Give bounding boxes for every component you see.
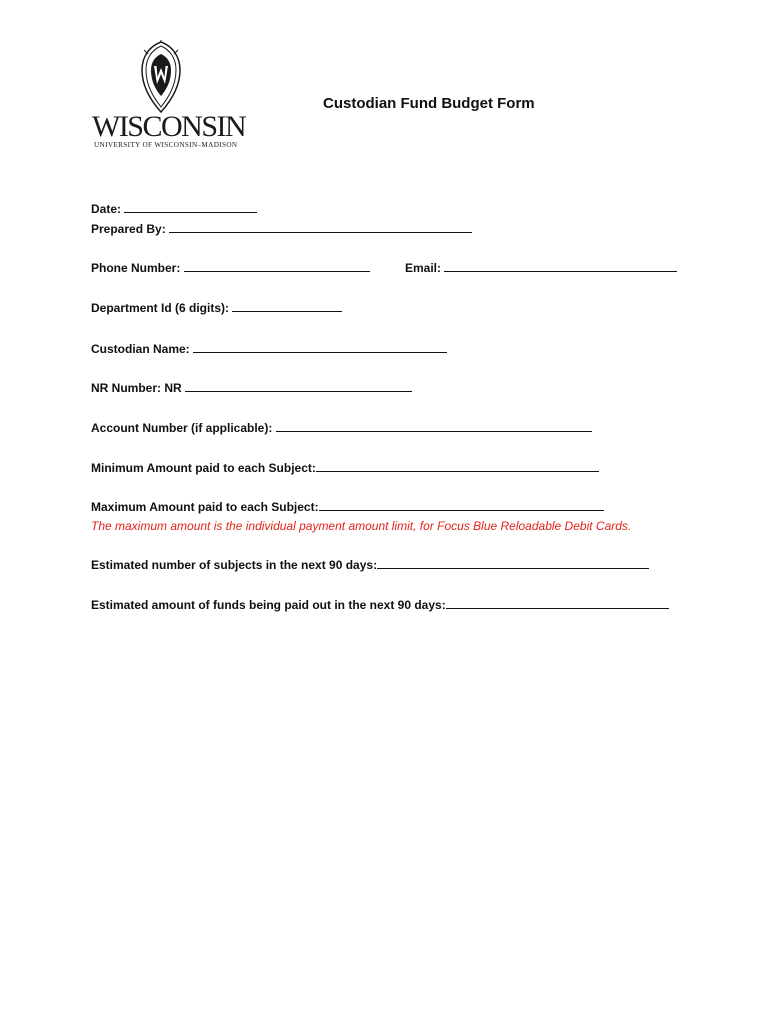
department-id-input[interactable] bbox=[232, 300, 342, 312]
account-number-field bbox=[91, 420, 592, 436]
prepared-by-label: Prepared By: bbox=[91, 222, 166, 236]
email-input[interactable] bbox=[444, 260, 677, 272]
account-number-input[interactable] bbox=[276, 420, 592, 432]
uw-crest-icon bbox=[138, 40, 184, 114]
date-input[interactable] bbox=[124, 201, 257, 213]
account-number-label: Account Number (if applicable): bbox=[91, 421, 273, 435]
est-subjects-field bbox=[91, 557, 649, 573]
department-id-label: Department Id (6 digits): bbox=[91, 301, 230, 315]
custodian-name-label: Custodian Name: bbox=[91, 342, 190, 356]
form-title: Custodian Fund Budget Form bbox=[323, 95, 535, 112]
prepared-by-input[interactable] bbox=[169, 221, 472, 233]
nr-number-label: NR Number: NR bbox=[91, 381, 182, 395]
custodian-name-field bbox=[91, 341, 447, 357]
phone-input[interactable] bbox=[184, 260, 370, 272]
date-label: Date: bbox=[91, 202, 122, 216]
est-funds-input[interactable] bbox=[446, 597, 669, 609]
nr-number-field bbox=[91, 380, 412, 396]
phone-field bbox=[91, 260, 370, 276]
min-amount-input[interactable] bbox=[316, 460, 599, 472]
logo-wordmark: WISCONSIN bbox=[92, 110, 246, 143]
min-amount-field bbox=[91, 460, 599, 476]
prepared-by-field bbox=[91, 221, 472, 237]
nr-number-input[interactable] bbox=[185, 380, 412, 392]
date-field bbox=[91, 201, 257, 217]
est-funds-label: Estimated amount of funds being paid out in the next 90 days: bbox=[91, 598, 446, 612]
est-subjects-label: Estimated number of subjects in the next 90 days: bbox=[91, 558, 378, 572]
email-field bbox=[405, 260, 677, 276]
est-funds-field bbox=[91, 597, 669, 613]
max-amount-label: Maximum Amount paid to each Subject: bbox=[91, 500, 319, 514]
max-amount-note: The maximum amount is the individual payment amount limit, for Focus Blue Reloadable Debit Cards. bbox=[91, 519, 632, 533]
min-amount-label: Minimum Amount paid to each Subject: bbox=[91, 461, 316, 475]
est-subjects-input[interactable] bbox=[377, 557, 649, 569]
max-amount-field bbox=[91, 499, 604, 515]
logo-subline: UNIVERSITY OF WISCONSIN–MADISON bbox=[94, 141, 238, 149]
max-amount-input[interactable] bbox=[319, 499, 604, 511]
custodian-name-input[interactable] bbox=[193, 341, 447, 353]
email-label: Email: bbox=[405, 261, 442, 275]
department-id-field bbox=[91, 300, 342, 316]
phone-label: Phone Number: bbox=[91, 261, 181, 275]
